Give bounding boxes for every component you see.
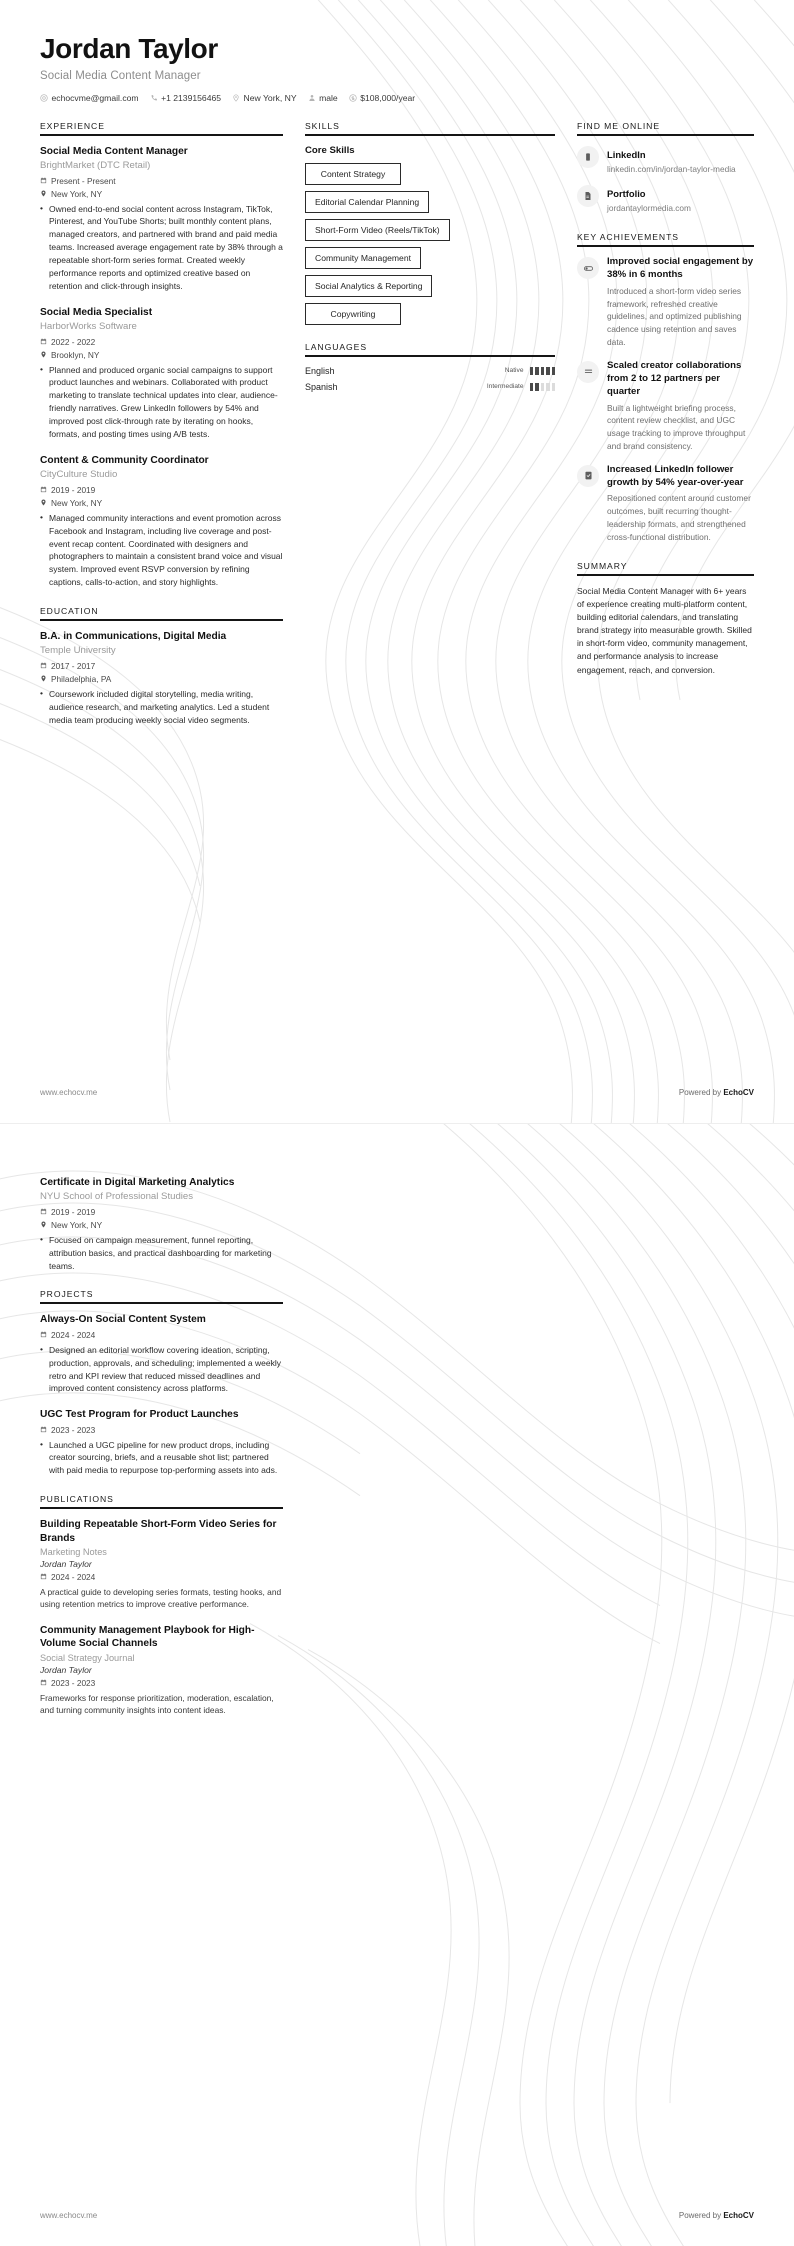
contact-salary-text: $108,000/year bbox=[360, 92, 416, 103]
publication-title: Community Management Playbook for High-Volume Social Channels bbox=[40, 1625, 255, 1650]
publication-title: Building Repeatable Short-Form Video Series for Brands bbox=[40, 1519, 277, 1544]
achievement-text bbox=[607, 360, 754, 453]
section-divider bbox=[40, 134, 283, 136]
contact-email bbox=[40, 93, 139, 103]
resume-columns-page2 bbox=[40, 1176, 754, 1734]
publication-author: Jordan Taylor bbox=[40, 1664, 92, 1675]
achievement-title: Improved social engagement by 38% in 6 months bbox=[607, 256, 754, 280]
experience-dates bbox=[40, 337, 283, 347]
experience-bullets bbox=[40, 512, 283, 589]
bar bbox=[552, 383, 556, 391]
section-summary bbox=[577, 561, 754, 677]
link-url: linkedin.com/in/jordan-taylor-media bbox=[607, 163, 736, 174]
experience-location bbox=[40, 350, 283, 360]
achievement-item bbox=[577, 464, 754, 544]
language-bars bbox=[530, 383, 556, 391]
section-projects bbox=[40, 1289, 283, 1477]
section-divider bbox=[577, 245, 754, 247]
link-item-linkedin[interactable] bbox=[577, 145, 754, 176]
language-proficiency bbox=[505, 367, 555, 375]
education-location bbox=[40, 674, 283, 684]
link-text bbox=[607, 184, 691, 215]
education-title: Certificate in Digital Marketing Analytics bbox=[40, 1177, 235, 1188]
page-footer-1 bbox=[40, 1088, 754, 1097]
project-title: UGC Test Program for Product Launches bbox=[40, 1409, 239, 1421]
section-title-summary: SUMMARY bbox=[577, 560, 628, 571]
education-bullets bbox=[40, 1234, 283, 1273]
right-column bbox=[577, 121, 754, 694]
project-bullets bbox=[40, 1344, 283, 1396]
bar bbox=[541, 367, 545, 375]
list-item: • Focused on campaign measurement, funnel reporting, attribution basics, and practical dashboarding for marketing teams. bbox=[40, 1234, 283, 1273]
list-item: • Planned and produced organic social campaigns to support product launches and webinars. Collaborated with product marketing to translate technical updates into clear, audience-friendly narratives. Grew LinkedIn followers by 54% and improved post click-through rate by iterating on hooks, formats, and posting times using A/B tests. bbox=[40, 364, 283, 441]
publication-dates-text: 2024 - 2024 bbox=[51, 1571, 96, 1582]
page-footer-2 bbox=[40, 2211, 754, 2220]
publication-journal: Social Strategy Journal bbox=[40, 1652, 135, 1663]
section-divider bbox=[40, 619, 283, 621]
calendar-icon bbox=[40, 177, 47, 184]
location-icon bbox=[40, 675, 47, 682]
bar bbox=[546, 383, 550, 391]
education-org: NYU School of Professional Studies bbox=[40, 1191, 194, 1203]
section-find-me-online bbox=[577, 121, 754, 215]
experience-title: Content & Community Coordinator bbox=[40, 455, 209, 467]
experience-location-text: New York, NY bbox=[51, 497, 103, 508]
menu-icon bbox=[577, 361, 599, 383]
experience-org: HarborWorks Software bbox=[40, 321, 137, 333]
education-location bbox=[40, 1220, 283, 1230]
education-bullets bbox=[40, 688, 283, 727]
footer-brand bbox=[679, 1088, 754, 1097]
achievement-desc: Built a lightweight briefing process, content review checklist, and UGC usage tracking to improve throughput and brand consistency. bbox=[607, 402, 746, 451]
achievement-item bbox=[577, 360, 754, 453]
publication-dates bbox=[40, 1572, 283, 1582]
section-key-achievements bbox=[577, 232, 754, 544]
education-continued bbox=[40, 1176, 283, 1272]
list-item: • Managed community interactions and event promotion across Facebook and Instagram, including live coverage and post-event recap content. Coordinated with designers and photographers to maintain a consistent brand voice and visual system. Improved event RSVP conversion by refining captions, calls-to-action, and story highlights. bbox=[40, 512, 283, 589]
calendar-icon bbox=[40, 1679, 47, 1686]
section-title-languages: LANGUAGES bbox=[305, 341, 368, 352]
section-title-key-achievements: KEY ACHIEVEMENTS bbox=[577, 232, 679, 243]
skill-chip: Social Analytics & Reporting bbox=[305, 275, 432, 297]
project-title: Always-On Social Content System bbox=[40, 1314, 206, 1326]
clipboard-check-icon bbox=[577, 465, 599, 487]
language-name: English bbox=[305, 365, 335, 376]
contact-location bbox=[232, 93, 297, 103]
calendar-icon bbox=[40, 486, 47, 493]
salary-icon bbox=[349, 94, 357, 102]
experience-dates bbox=[40, 485, 283, 495]
section-title-projects: PROJECTS bbox=[40, 1289, 94, 1300]
professional-headline: Social Media Content Manager bbox=[40, 69, 201, 82]
achievement-desc: Introduced a short-form video series framework, refreshed creative guidelines, and optimized publishing cadence using retention and saves data. bbox=[607, 285, 742, 347]
location-icon bbox=[232, 94, 240, 102]
bar bbox=[546, 367, 550, 375]
resume-page-2 bbox=[0, 1123, 794, 2246]
briefcase-icon bbox=[577, 146, 599, 168]
calendar-icon bbox=[40, 1208, 47, 1215]
footer-brand bbox=[679, 2211, 754, 2220]
achievement-item bbox=[577, 256, 754, 349]
section-publications bbox=[40, 1494, 283, 1716]
resume-header bbox=[40, 34, 754, 103]
section-divider bbox=[40, 1507, 283, 1509]
left-column-page2 bbox=[40, 1176, 283, 1734]
education-dates bbox=[40, 661, 283, 671]
link-text bbox=[607, 145, 736, 176]
project-dates-text: 2023 - 2023 bbox=[51, 1424, 96, 1435]
language-level: Intermediate bbox=[486, 383, 524, 391]
experience-bullets bbox=[40, 364, 283, 441]
bar bbox=[535, 367, 539, 375]
experience-org: BrightMarket (DTC Retail) bbox=[40, 160, 151, 172]
location-icon bbox=[40, 499, 47, 506]
section-skills bbox=[305, 121, 555, 325]
publication-entry bbox=[40, 1518, 283, 1611]
skill-chip: Community Management bbox=[305, 247, 421, 269]
summary-text: Social Media Content Manager with 6+ years of experience creating multi-platform content, building editorial calendars, and translating brand strategy into measurable growth. Skilled in short-form video, community management, and performance analysis to increase engagement, reach, and conversion. bbox=[577, 585, 752, 675]
section-divider bbox=[40, 1302, 283, 1304]
calendar-icon bbox=[40, 338, 47, 345]
resume-columns bbox=[40, 121, 754, 744]
skills-group-label: Core Skills bbox=[305, 144, 355, 156]
list-item: • Owned end-to-end social content across Instagram, TikTok, Pinterest, and YouTube Shorts; built monthly content plans, managed creators, and partnered with brand and paid media teams. Increased average engagement rate by 38% through a repeatable short-form series format. Created weekly performance reports and optimized creative based on retention and click-through insights. bbox=[40, 203, 283, 293]
experience-title: Social Media Content Manager bbox=[40, 145, 188, 157]
section-languages bbox=[305, 342, 555, 392]
project-dates-text: 2024 - 2024 bbox=[51, 1329, 96, 1340]
footer-brand-name: EchoCV bbox=[723, 1088, 754, 1097]
education-entry bbox=[40, 1176, 283, 1272]
experience-title: Social Media Specialist bbox=[40, 306, 153, 318]
language-bars bbox=[530, 367, 556, 375]
email-icon bbox=[40, 94, 48, 102]
section-title-education: EDUCATION bbox=[40, 606, 99, 617]
publication-desc: Frameworks for response prioritization, moderation, escalation, and turning community insights into content ideas. bbox=[40, 1692, 274, 1716]
footer-brand-name: EchoCV bbox=[723, 2211, 754, 2220]
experience-org: CityCulture Studio bbox=[40, 469, 118, 481]
achievement-title: Scaled creator collaborations from 2 to 12 partners per quarter bbox=[607, 359, 742, 397]
skill-chip: Content Strategy bbox=[305, 163, 401, 185]
footer-powered-prefix: Powered by bbox=[678, 1088, 724, 1097]
toggle-icon bbox=[577, 257, 599, 279]
experience-bullets bbox=[40, 203, 283, 293]
project-bullets bbox=[40, 1439, 283, 1478]
experience-entry bbox=[40, 454, 283, 589]
location-icon bbox=[40, 190, 47, 197]
phone-icon bbox=[150, 94, 158, 102]
list-item: • Designed an editorial workflow covering ideation, scripting, production, approvals, and scheduling; implemented a weekly retro and KPI review that reduced missed deadlines and improved content consistency across platforms. bbox=[40, 1344, 283, 1396]
experience-entry bbox=[40, 306, 283, 441]
achievement-title: Increased LinkedIn follower growth by 54% year-over-year bbox=[607, 463, 744, 488]
calendar-icon bbox=[40, 1426, 47, 1433]
publication-dates-text: 2023 - 2023 bbox=[51, 1677, 96, 1688]
section-experience bbox=[40, 121, 283, 589]
section-title-experience: EXPERIENCE bbox=[40, 120, 105, 131]
contact-phone-text: +1 2139156465 bbox=[161, 92, 222, 103]
language-name: Spanish bbox=[305, 381, 338, 392]
section-title-find-me-online: FIND ME ONLINE bbox=[577, 120, 661, 131]
experience-location bbox=[40, 498, 283, 508]
publication-journal: Marketing Notes bbox=[40, 1546, 107, 1557]
calendar-icon bbox=[40, 1573, 47, 1580]
list-item: • Launched a UGC pipeline for new product drops, including creator sourcing, briefs, and a reusable shot list; partnered with paid media to repurpose top-performing assets into ads. bbox=[40, 1439, 283, 1478]
publication-desc: A practical guide to developing series formats, testing hooks, and using retention metrics to improve creative performance. bbox=[40, 1586, 282, 1610]
list-item: • Coursework included digital storytelling, media writing, audience research, and marketing analytics. Led a student media team producing weekly social video segments. bbox=[40, 688, 283, 727]
education-org: Temple University bbox=[40, 645, 116, 657]
experience-location-text: New York, NY bbox=[51, 188, 103, 199]
section-education bbox=[40, 606, 283, 726]
experience-entry bbox=[40, 145, 283, 293]
section-title-publications: PUBLICATIONS bbox=[40, 1494, 114, 1505]
link-label: Portfolio bbox=[607, 188, 646, 200]
achievement-desc: Repositioned content around customer outcomes, built recurring thought-leadership formats, and strengthened cross-functional distribution. bbox=[607, 493, 751, 542]
experience-dates bbox=[40, 176, 283, 186]
education-title: B.A. in Communications, Digital Media bbox=[40, 631, 227, 643]
gender-icon bbox=[308, 94, 316, 102]
project-dates bbox=[40, 1425, 283, 1435]
bar bbox=[535, 383, 539, 391]
bar bbox=[552, 367, 556, 375]
contact-gender bbox=[308, 93, 338, 103]
education-dates bbox=[40, 1207, 283, 1217]
skill-chip: Short-Form Video (Reels/TikTok) bbox=[305, 219, 450, 241]
link-url: jordantaylormedia.com bbox=[607, 203, 691, 214]
section-divider bbox=[305, 355, 555, 357]
language-row bbox=[305, 382, 555, 392]
achievement-text bbox=[607, 464, 754, 544]
project-entry bbox=[40, 1408, 283, 1477]
education-dates-text: 2017 - 2017 bbox=[51, 660, 96, 671]
contact-salary bbox=[349, 93, 415, 103]
footer-powered-prefix: Powered by bbox=[678, 2211, 724, 2220]
experience-location bbox=[40, 189, 283, 199]
calendar-icon bbox=[40, 1331, 47, 1338]
education-dates-text: 2019 - 2019 bbox=[51, 1206, 96, 1217]
link-label: LinkedIn bbox=[607, 148, 646, 160]
location-icon bbox=[40, 351, 47, 358]
project-entry bbox=[40, 1313, 283, 1395]
language-proficiency bbox=[487, 383, 555, 391]
contact-row bbox=[40, 93, 754, 103]
section-divider bbox=[305, 134, 555, 136]
bar bbox=[530, 367, 534, 375]
bar bbox=[541, 383, 545, 391]
skill-chip: Editorial Calendar Planning bbox=[305, 191, 429, 213]
left-column bbox=[40, 121, 283, 744]
language-row bbox=[305, 366, 555, 376]
footer-site: www.echocv.me bbox=[40, 1088, 98, 1097]
calendar-icon bbox=[40, 662, 47, 669]
location-icon bbox=[40, 1221, 47, 1228]
achievement-text bbox=[607, 256, 754, 349]
document-icon bbox=[577, 185, 599, 207]
language-level: Native bbox=[504, 367, 524, 375]
education-entry bbox=[40, 630, 283, 726]
contact-phone bbox=[150, 93, 221, 103]
contact-location-text: New York, NY bbox=[243, 92, 297, 103]
skills-chip-list bbox=[305, 163, 555, 325]
section-divider bbox=[577, 574, 754, 576]
link-item-portfolio[interactable] bbox=[577, 184, 754, 215]
project-dates bbox=[40, 1330, 283, 1340]
page-title: Jordan Taylor bbox=[40, 33, 218, 64]
experience-dates-text: 2019 - 2019 bbox=[51, 484, 96, 495]
experience-dates-text: Present - Present bbox=[51, 175, 116, 186]
skill-chip: Copywriting bbox=[305, 303, 401, 325]
middle-column bbox=[305, 121, 555, 409]
education-location-text: New York, NY bbox=[51, 1219, 103, 1230]
footer-site: www.echocv.me bbox=[40, 2211, 98, 2220]
bar bbox=[530, 383, 534, 391]
section-title-skills: SKILLS bbox=[305, 120, 340, 131]
section-divider bbox=[577, 134, 754, 136]
education-location-text: Philadelphia, PA bbox=[51, 673, 112, 684]
experience-dates-text: 2022 - 2022 bbox=[51, 336, 96, 347]
contact-email-text: echocvme@gmail.com bbox=[51, 92, 139, 103]
experience-location-text: Brooklyn, NY bbox=[51, 349, 100, 360]
publication-dates bbox=[40, 1678, 283, 1688]
contact-gender-text: male bbox=[319, 92, 338, 103]
publication-author: Jordan Taylor bbox=[40, 1558, 92, 1569]
publication-entry bbox=[40, 1624, 283, 1717]
